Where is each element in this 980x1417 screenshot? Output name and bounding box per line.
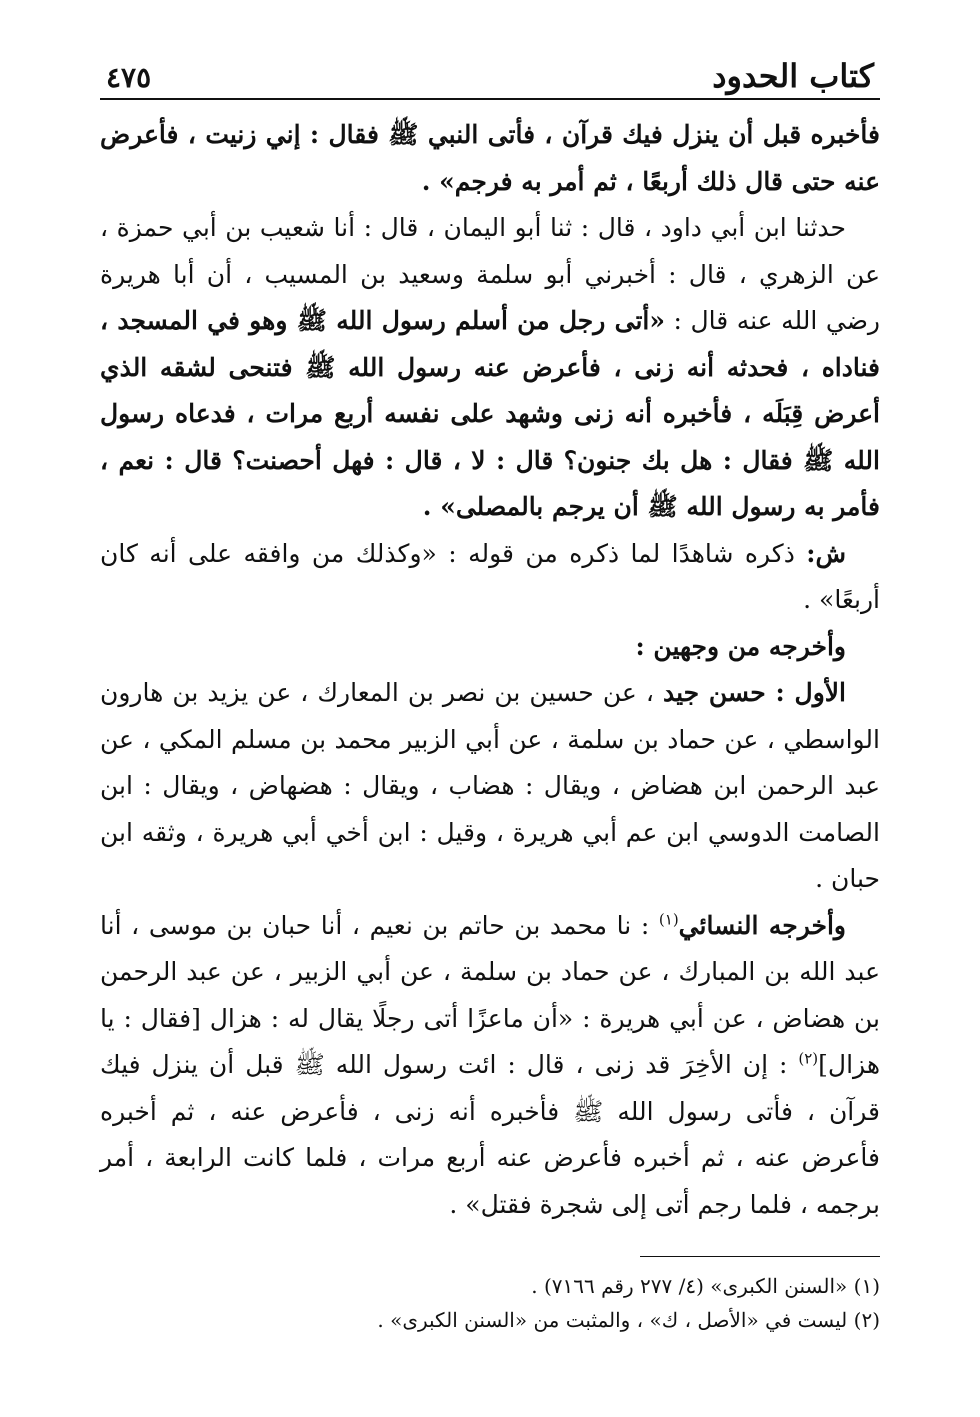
sharh-text: ذكره شاهدًا لما ذكره من قوله : «وكذلك من وافقه على أنه كان أربعًا» . [100,538,880,614]
paragraph-isnad [100,205,880,531]
page-number: ٤٧٥ [106,61,152,94]
first-way-text: ، عن حسين بن نصر بن المعارك ، عن يزيد بن هارون الواسطي ، عن حماد بن سلمة ، عن أبي الزبير محمد بن مسلم المكي ، عن عبد الرحمن ابن هضاض ، ويقال : هضاب ، ويقال : هضهاض ، ويقال : ابن الصامت الدوسي ابن عم أبي هريرة ، وقيل : ابن أخي أبي هريرة ، وثقه ابن حبان . [100,678,880,893]
nasai-text-a: : نا محمد بن حاتم بن نعيم ، أنا حبان بن موسى ، أنا عبد الله بن المبارك ، عن حماد بن سلمة ، عن أبي الزبير ، عن عبد الرحمن بن هضاض ، عن أبي هريرة : «أن ماعزًا أتى رجلًا يقال له : هزال [فقال : يا هزال] [100,910,880,1079]
nasai-text-b: : إن الأخِرَ قد زنى ، قال : ائت رسول الله ﷺ قبل أن ينزل فيك قرآن ، فأتى رسول الله ﷺ فأخبره أنه زنى ، فأعرض عنه ، ثم أخبره فأعرض عنه ، ثم أخبره فأعرض عنه أربع مرات ، فلما كانت الرابعة ، أمر برجمه ، فلما رجم أتى إلى شجرة فقتل» . [100,1050,880,1219]
footnote-separator [640,1256,880,1257]
page-header [100,50,880,100]
grade-label: حسن جيد [662,678,766,707]
paragraph-hadith-end: فأخبره قبل أن ينزل فيك قرآن ، فأتى النبي ﷺ فقال : إني زنيت ، فأعرض عنه حتى قال ذلك أربعًا ، ثم أمر به فرجم» . [100,120,880,196]
sharh-label: ش: [806,538,846,568]
isnad-chain: حدثنا ابن أبي داود ، قال : ثنا أبو اليمان ، قال : أنا شعيب بن أبي حمزة ، عن الزهري ، قال : أخبرني أبو سلمة وسعيد بن المسيب ، أن أبا هريرة رضي الله عنه قال : [100,213,880,335]
page-body [100,112,880,1228]
footnote-2: (٢) ليست في «الأصل ، ك» ، والمثبت من «السنن الكبرى» . [377,1308,880,1332]
paragraph-sharh [100,531,880,624]
paragraph-two-ways: وأخرجه من وجهين : [635,631,846,661]
paragraph-nasai [100,903,880,1229]
footnote-1: (١) «السنن الكبرى» (٤/ ٢٧٧ رقم ٧١٦٦) . [531,1274,880,1298]
nasai-label: وأخرجه النسائي [678,910,846,940]
hadith-text: «أتى رجل من أسلم رسول الله ﷺ وهو في المسجد ، فناداه ، فحدثه أنه زنى ، فأعرض عنه رسول الله ﷺ فتنحى لشقه الذي أعرض قِبَلَه ، فأخبره أنه زنى وشهد على نفسه أربع مرات ، فدعاه رسول الله ﷺ فقال : هل بك جنون؟ قال : لا ، قال : فهل أحصنت؟ قال : نعم ، فأمر به رسول الله ﷺ أن يرجم بالمصلى» . [100,306,880,521]
paragraph-first-way: الأول : حسن جيد ، عن حسين بن نصر بن المعارك ، عن يزيد بن هارون الواسطي ، عن حماد بن سلمة ، عن أبي الزبير محمد بن مسلم المكي ، عن عبد الرحمن ابن هضاض ، ويقال : هضاب ، ويقال : هضهاض ، ويقال : ابن الصامت الدوسي ابن عم أبي هريرة ، وقيل : ابن أخي أبي هريرة ، وثقه ابن حبان . [100,678,880,893]
footnotes [100,1269,880,1337]
first-label: الأول [794,678,846,707]
footnote-ref-2[interactable]: (٢) [798,1049,819,1068]
book-title: كتاب الحدود [712,57,874,95]
footnote-ref-1[interactable]: (١) [658,910,679,929]
